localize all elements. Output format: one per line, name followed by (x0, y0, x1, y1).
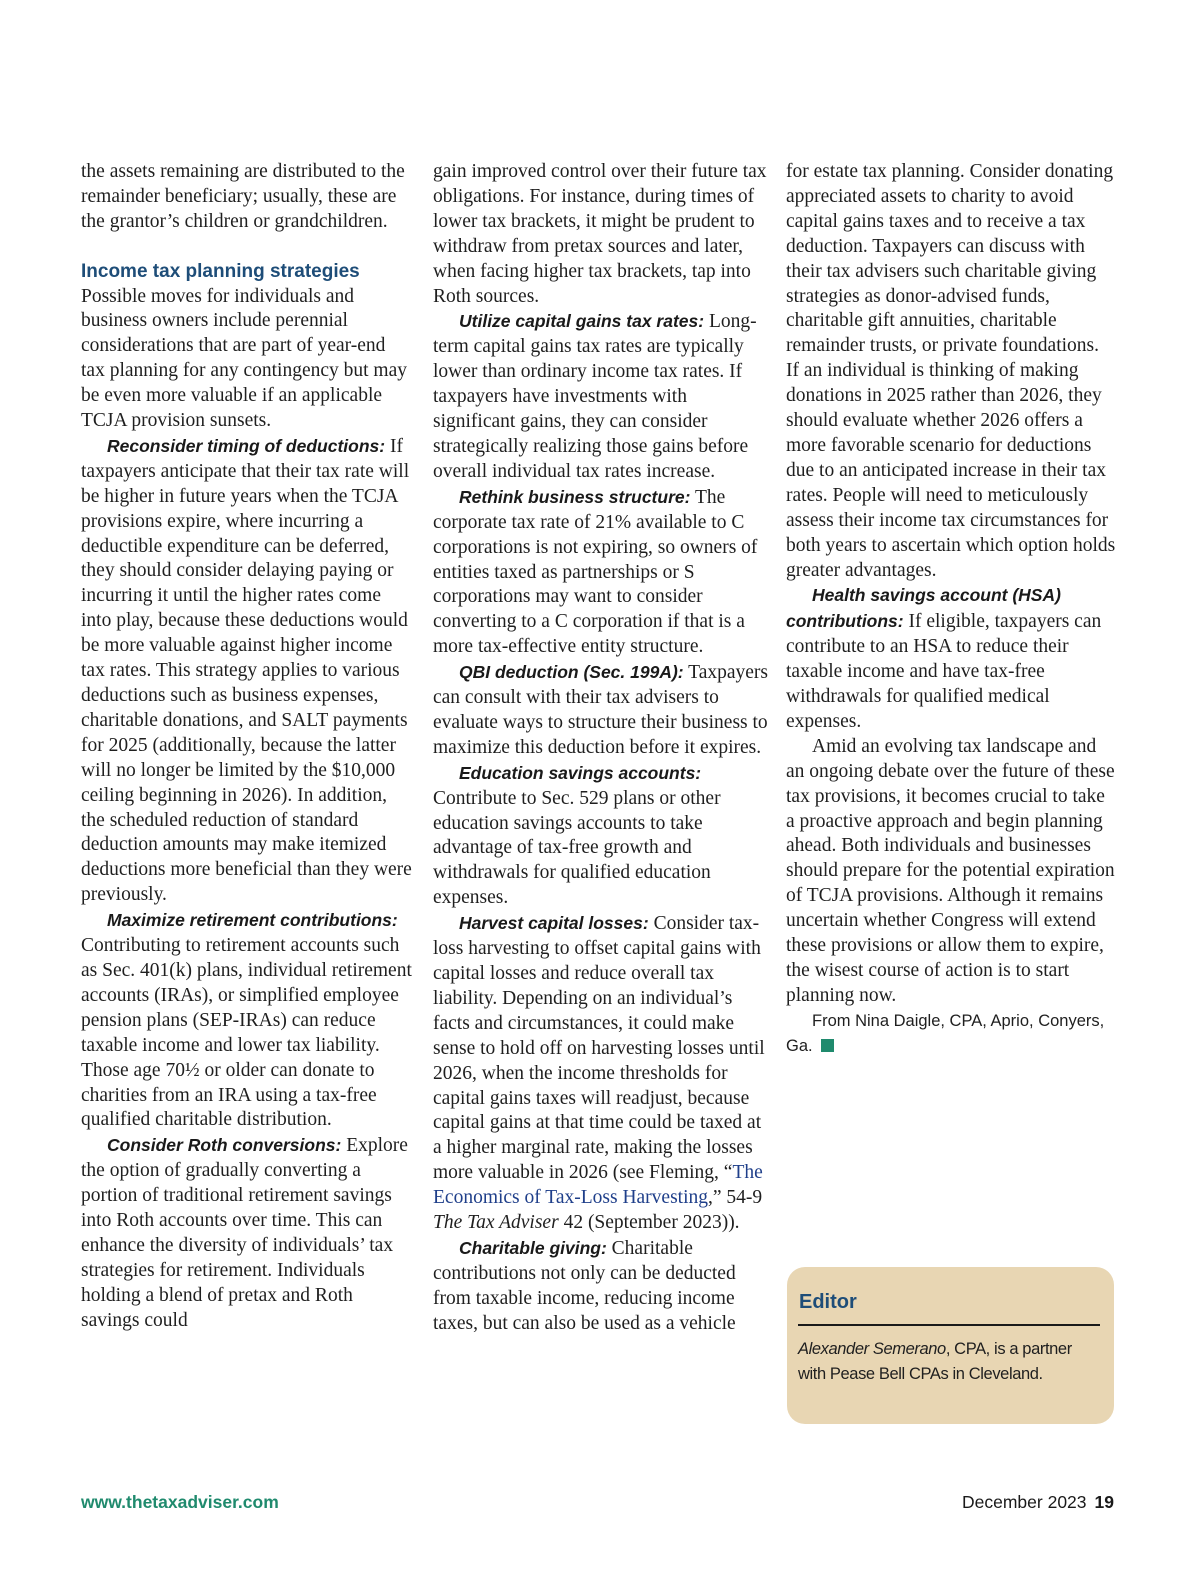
paragraph-education (433, 761, 768, 911)
charitable-text: Charitable contributions not only can be deducted from taxable income, reducing income taxes, but can also be used as a vehicle (433, 1237, 736, 1334)
run-in-heading-retirement: Maximize retirement contributions: (107, 910, 398, 931)
column-1 (81, 160, 413, 1334)
editor-bio-text: , CPA, is a partner with Pease Bell CPAs in Cleveland. (798, 1340, 1072, 1383)
run-in-heading-hsa: Health savings account (HSA) contributions: (786, 585, 1061, 632)
business-text: The corporate tax rate of 21% available to C corporations is not expiring, so owners of entities taxed as partnerships or S corporations may want to consider converting to a C corporation if that is a more tax-effective entity structure. (433, 486, 758, 658)
issue-date: December 2023 (962, 1492, 1087, 1512)
paragraph-charitable-continued: for estate tax planning. Consider donating appreciated assets to charity to avoid capital gains taxes and to receive a tax deduction. Taxpayers can discuss with their tax advisers such charitable giving strategies as donor-advised funds, charitable gift annuities, charitable remainder trusts, or private foundations. If an individual is thinking of making donations in 2025 rather than 2026, they should evaluate whether 2026 offers a more favorable scenario for deductions due to an anticipated increase in their tax rates. People will need to meticulously assess their income tax circumstances for both years to ascertain which option holds greater advantages. (786, 161, 1116, 581)
paragraph-conclusion: Amid an evolving tax landscape and an ongoing debate over the future of these tax provisions, it becomes crucial to take a proactive approach and begin planning ahead. Both individuals and businesses should prepare for the potential expiration of TCJA provisions. Although it remains uncertain whether Congress will extend these provisions or allow them to expire, the wisest course of action is to start planning now. (786, 735, 1115, 1006)
paragraph-capital-gains (433, 309, 768, 484)
paragraph-business-structure (433, 485, 768, 660)
harvest-citation-end: 42 (September 2023)). (558, 1212, 740, 1234)
run-in-heading-business: Rethink business structure: (459, 486, 691, 507)
editor-title: Editor (799, 1291, 857, 1313)
footer-url[interactable]: www.thetaxadviser.com (81, 1492, 279, 1512)
paragraph-intro: the assets remaining are distributed to the remainder beneficiary; usually, these are the grantor’s children or grandchildren. (81, 161, 405, 232)
column-3 (786, 160, 1116, 1059)
paragraph-roth (81, 1133, 413, 1333)
editor-bio (798, 1337, 1098, 1387)
editor-name: Alexander Semerano (798, 1340, 946, 1358)
paragraph-charitable (433, 1236, 768, 1337)
retirement-text: Contributing to retirement accounts such as Sec. 401(k) plans, individual retirement accounts (IRAs), or simplified employee pension plans (SEP-IRAs) can reduce taxable income and lower tax liability. Those age 70½ or older can donate to charities from an IRA using a tax-free qualified charitable distribution. (81, 935, 412, 1131)
run-in-heading-charitable: Charitable giving: (459, 1237, 607, 1258)
page-number: 19 (1094, 1492, 1114, 1512)
editor-box (787, 1267, 1114, 1424)
paragraph-hsa (786, 583, 1116, 734)
footer-date-page (962, 1492, 1114, 1513)
journal-title: The Tax Adviser (433, 1212, 559, 1234)
harvest-text: Consider tax-loss harvesting to offset capital gains with capital losses and reduce overall tax liability. Depending on an individual’s facts and circumstances, it could make sense to hold off on harvesting losses until 2026, when the income thresholds for capital gains taxes will readjust, because capital gains at that time could be taxed at a higher marginal rate, making the losses more valuable in 2026 (see Fleming, “ (433, 913, 765, 1184)
deductions-text: If taxpayers anticipate that their tax rate will be higher in future years when the TCJA provisions expire, where incurring a deductible expenditure can be deferred, they should consider delaying paying or incurring it until the higher rates come into play, because these deductions would be more valuable against higher income tax rates. This strategy applies to various deductions such as business expenses, charitable donations, and SALT payments for 2025 (additionally, because the latter will no longer be limited by the $10,000 ceiling beginning in 2026). In addition, the scheduled reduction of standard deduction amounts may make itemized deductions more beneficial than they were previously. (81, 435, 412, 906)
paragraph-qbi (433, 660, 768, 761)
qbi-text: Taxpayers can consult with their tax advisers to evaluate ways to structure their business to maximize this deduction before it expires. (433, 662, 768, 758)
run-in-heading-qbi: QBI deduction (Sec. 199A): (459, 662, 684, 683)
column-2 (433, 160, 768, 1337)
run-in-heading-education: Education savings accounts: (459, 762, 702, 783)
paragraph-harvest (433, 911, 768, 1236)
paragraph-roth-continued: gain improved control over their future tax obligations. For instance, during times of lower tax brackets, it might be prudent to withdraw from pretax sources and later, when facing higher tax brackets, tap into Roth sources. (433, 161, 767, 307)
roth-text: Explore the option of gradually converting a portion of traditional retirement savings into Roth accounts over time. This can enhance the diversity of individuals’ tax strategies for retirement. Individuals holding a blend of pretax and Roth savings could (81, 1135, 408, 1331)
section-heading-income-tax: Income tax planning strategies (81, 260, 360, 282)
run-in-heading-harvest: Harvest capital losses: (459, 913, 649, 934)
author-credit (786, 1009, 1116, 1059)
paragraph-possible-moves: Possible moves for individuals and business owners include perennial considerations that are part of year-end tax planning for any contingency but may be even more valuable if an applicable TCJA provision sunsets. (81, 285, 407, 432)
harvest-citation: ,” 54-9 (708, 1187, 763, 1209)
end-mark-icon (821, 1039, 834, 1052)
capital-gains-text: Long-term capital gains tax rates are typically lower than ordinary income tax rates. If taxpayers have investments with significant gains, they can consider strategically realizing those gains before overall individual tax rates increase. (433, 311, 757, 482)
run-in-heading-capital-gains: Utilize capital gains tax rates: (459, 311, 705, 332)
education-text: Contribute to Sec. 529 plans or other education savings accounts to take advantage of tax-free growth and withdrawals for qualified education expenses. (433, 787, 721, 909)
article-link[interactable]: The Economics of Tax-Loss Harvesting (433, 1162, 763, 1209)
run-in-heading-roth: Consider Roth conversions: (107, 1135, 342, 1156)
run-in-heading-deductions: Reconsider timing of deductions: (107, 435, 386, 456)
credit-text: From Nina Daigle, CPA, Aprio, Conyers, Ga. (786, 1011, 1105, 1055)
hsa-text: If eligible, taxpayers can contribute to an HSA to reduce their taxable income and have tax-free withdrawals for qualified medical expenses. (786, 611, 1102, 732)
paragraph-deductions (81, 434, 413, 908)
paragraph-retirement (81, 908, 413, 1133)
editor-divider (798, 1324, 1100, 1326)
